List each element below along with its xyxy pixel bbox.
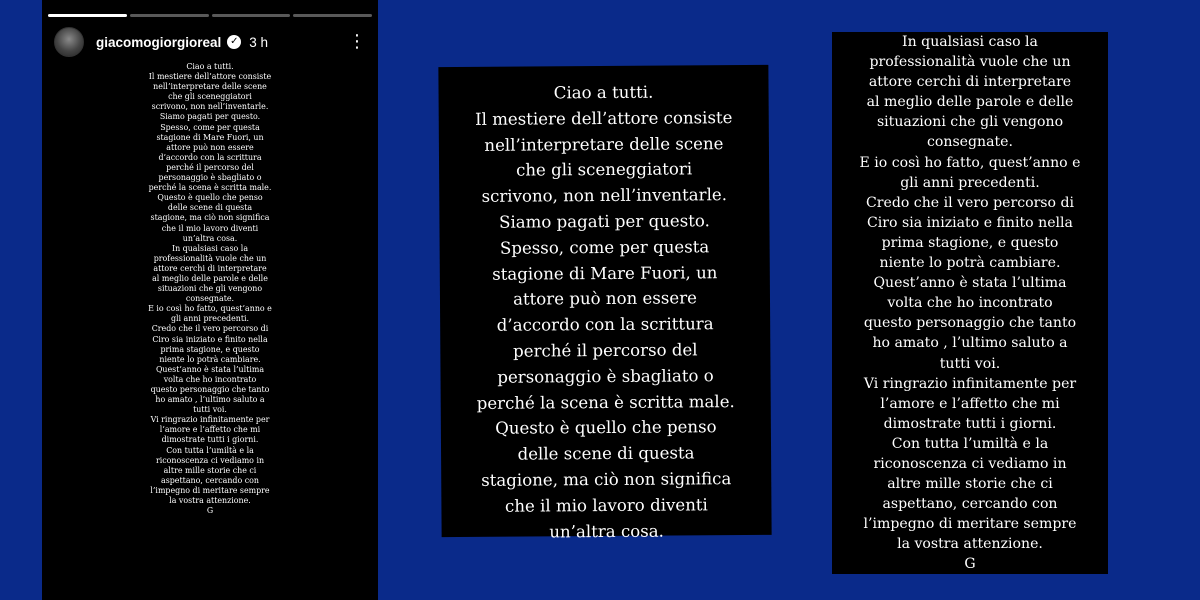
text-line: stagione di Mare Fuori, un: [492, 262, 718, 284]
text-line: altre mille storie che ci: [887, 476, 1053, 493]
text-line: questo personaggio che tanto: [863, 315, 1077, 332]
username-link[interactable]: giacomogiorgioreal: [96, 34, 222, 50]
progress-segment: [130, 14, 209, 17]
text-line: un’altra cosa.: [182, 233, 238, 243]
text-line: aspettano, cercando con: [882, 496, 1058, 513]
text-line: Spesso, come per questa: [499, 237, 710, 258]
text-line: Siamo pagati per questo.: [498, 211, 710, 232]
text-line: professionalità vuole che un: [869, 54, 1071, 71]
text-line: che il mio lavoro diventi: [161, 223, 259, 233]
text-line: l’amore e l’affetto che mi: [159, 425, 261, 435]
text-line: nell’interpretare delle scene: [484, 133, 724, 155]
text-line: consegnate.: [185, 294, 235, 304]
text-line: E io così ho fatto, quest’anno e: [148, 304, 272, 314]
text-line: attore cerchi di interpretare: [868, 74, 1072, 91]
text-line: delle scene di questa: [517, 443, 695, 464]
text-line: Il mestiere dell’attore consiste: [474, 107, 733, 129]
card-text: [832, 32, 1108, 575]
instagram-story: [42, 0, 378, 600]
text-line: che gli sceneggiatori: [168, 92, 252, 102]
text-line: Questo è quello che penso: [157, 193, 263, 203]
text-line: attore cerchi di interpretare: [153, 263, 267, 273]
text-line: personaggio è sbagliato o: [158, 173, 262, 183]
text-line: aspettano, cercando con: [161, 475, 259, 485]
text-line: E io così ho fatto, quest’anno e: [859, 154, 1081, 171]
zoomed-text-card-2: [832, 32, 1108, 574]
text-line: dimostrate tutti i giorni.: [883, 415, 1057, 432]
text-line: Vi ringrazio infinitamente per: [863, 375, 1077, 392]
text-line: perché la scena è scritta male.: [148, 183, 272, 193]
text-line: Ciro sia iniziato e finito nella: [867, 214, 1073, 231]
text-line: Questo è quello che penso: [495, 417, 717, 439]
text-line: riconoscenza ci vediamo in: [873, 455, 1067, 472]
progress-segment: [293, 14, 372, 17]
text-line: Con tutta l’umiltà e la: [166, 445, 254, 455]
text-line: la vostra attenzione.: [897, 536, 1043, 553]
post-time: 3 h: [249, 34, 269, 50]
text-line: Con tutta l’umiltà e la: [891, 435, 1049, 452]
text-line: prima stagione, e questo: [160, 344, 260, 354]
text-line: perché il percorso del: [513, 340, 698, 361]
verified-badge-icon: ✓: [227, 35, 241, 49]
text-line: gli anni precedenti.: [170, 314, 250, 324]
text-line: al meglio delle parole e delle: [152, 273, 268, 283]
text-line: G: [206, 506, 214, 516]
text-line: niente lo potrà cambiare.: [159, 354, 261, 364]
text-line: nell’interpretare delle scene: [153, 82, 267, 92]
text-line: professionalità vuole che un: [153, 253, 267, 263]
text-line: Credo che il vero percorso di: [151, 324, 269, 334]
text-line: Quest’anno è stata l’ultima: [873, 275, 1067, 292]
text-line: situazioni che gli vengono: [876, 114, 1064, 131]
text-line: Ciro sia iniziato e finito nella: [152, 334, 268, 344]
text-line: che gli sceneggiatori: [515, 159, 693, 181]
card-text: [438, 65, 771, 546]
text-line: scrivono, non nell’inventarle.: [151, 102, 269, 112]
text-line: stagione di Mare Fuori, un: [156, 132, 264, 142]
story-header: [54, 26, 366, 58]
text-line: un’altra cosa.: [549, 521, 664, 541]
text-line: delle scene di questa: [167, 203, 253, 213]
text-line: d’accordo con la scrittura: [496, 314, 714, 335]
text-line: l’impegno di meritare sempre: [150, 485, 270, 495]
text-line: dimostrate tutti i giorni.: [161, 435, 259, 445]
story-progress-bar: [48, 14, 372, 17]
text-line: Spesso, come per questa: [160, 122, 260, 132]
text-line: Ciao a tutti.: [553, 82, 654, 103]
text-line: tutti voi.: [193, 405, 227, 415]
text-line: volta che ho incontrato: [887, 295, 1053, 312]
text-line: niente lo potrà cambiare.: [879, 255, 1061, 272]
text-line: Ciao a tutti.: [186, 62, 234, 71]
text-line: scrivono, non nell’inventarle.: [481, 185, 728, 207]
text-line: consegnate.: [926, 134, 1013, 151]
text-line: tutti voi.: [939, 355, 1001, 372]
text-line: d’accordo con la scrittura: [158, 152, 262, 162]
text-line: situazioni che gli vengono: [157, 284, 263, 294]
text-line: personaggio è sbagliato o: [497, 366, 714, 387]
text-line: Quest’anno è stata l’ultima: [155, 364, 265, 374]
text-line: Vi ringrazio infinitamente per: [150, 415, 270, 425]
avatar[interactable]: [54, 27, 84, 57]
text-line: questo personaggio che tanto: [150, 385, 270, 394]
progress-segment: [48, 14, 127, 17]
text-line: la vostra attenzione.: [169, 496, 251, 506]
text-line: Siamo pagati per questo.: [159, 112, 261, 122]
text-line: Credo che il vero percorso di: [865, 194, 1075, 211]
text-line: riconoscenza ci vediamo in: [155, 455, 265, 465]
text-line: G: [964, 556, 976, 573]
text-line: attore può non essere: [166, 142, 254, 152]
text-line: l’amore e l’affetto che mi: [880, 395, 1060, 412]
text-line: Il mestiere dell’attore consiste: [148, 72, 272, 82]
text-line: al meglio delle parole e delle: [866, 94, 1074, 111]
text-line: gli anni precedenti.: [900, 174, 1040, 191]
text-line: perché il percorso del: [166, 162, 254, 172]
text-line: che il mio lavoro diventi: [504, 495, 708, 516]
text-line: attore può non essere: [512, 288, 697, 310]
text-line: l’impegno di meritare sempre: [863, 516, 1077, 533]
text-line: volta che ho incontrato: [163, 374, 257, 384]
text-line: ho amato , l’ultimo saluto a: [872, 335, 1068, 352]
text-line: In qualsiasi caso la: [171, 243, 249, 253]
text-line: stagione, ma ciò non significa: [481, 469, 732, 490]
text-line: perché la scena è scritta male.: [476, 391, 735, 413]
progress-segment: [212, 14, 291, 17]
zoomed-text-card-1: [438, 65, 771, 541]
text-line: ho amato , l’ultimo saluto a: [155, 395, 265, 405]
more-vertical-icon[interactable]: ⋮: [348, 31, 366, 52]
text-line: altre mille storie che ci: [163, 465, 257, 475]
story-text: [42, 62, 378, 516]
text-line: In qualsiasi caso la: [902, 34, 1038, 50]
text-line: prima stagione, e questo: [881, 234, 1059, 251]
text-line: stagione, ma ciò non significa: [150, 213, 270, 223]
